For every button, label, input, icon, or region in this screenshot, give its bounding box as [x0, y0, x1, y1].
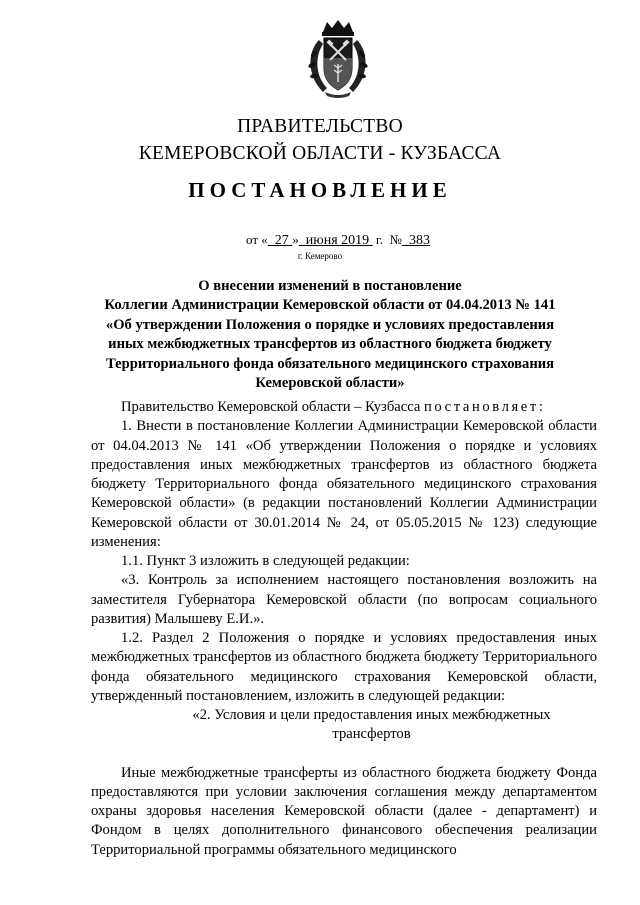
subject-line: Коллегии Администрации Кемеровской области от 04.04.2013 № 141: [104, 297, 556, 314]
subject-line: О внесении изменений в постановление: [198, 278, 462, 294]
subject-line: иных межбюджетных трансфертов из областного бюджета бюджету: [108, 336, 552, 353]
document-body: [91, 398, 597, 860]
document-type-title: ПОСТАНОВЛЕНИЕ: [188, 178, 452, 202]
date-suffix: г.: [375, 232, 384, 247]
date-month-year: июня 2019: [305, 233, 370, 248]
number-label: №: [389, 232, 402, 247]
paragraph-1: 1. Внести в постановление Коллегии Администрации Кемеровской области от 04.04.2013 № 141 «Об утверждении Положения о порядке и условиях предоставления иных межбюджетных трансфертов из областного бюджета бюджету Территориального фонда обязательного медицинского страхования Кемеровской области» (в редакции постановлений Коллегии Администрации Кемеровской области от 30.01.2014 № 24, от 05.05.2015 № 123) следующие изменения:: [91, 418, 597, 550]
paragraph-1-1-quote: «3. Контроль за исполнением настоящего постановления возложить на заместителя Губернатора Кемеровской области (по вопросам социального развития) Малышеву Е.И.».: [91, 572, 597, 627]
government-title: ПРАВИТЕЛЬСТВО: [237, 116, 403, 137]
document-number: 383: [408, 233, 430, 248]
intro-resolves: постановляет:: [424, 399, 546, 415]
date-prefix: от «: [246, 232, 268, 247]
section-title-line: трансфертов: [332, 726, 411, 743]
subject-line: Кемеровской области»: [255, 375, 405, 392]
coat-of-arms-icon: [303, 18, 373, 100]
section-title-line: «2. Условия и цели предоставления иных межбюджетных: [192, 707, 551, 723]
document-city: г. Кемерово: [297, 251, 343, 261]
document-date-line: [246, 232, 430, 249]
subject-line: «Об утверждении Положения о порядке и условиях предоставления: [105, 316, 555, 333]
document-subject: [80, 277, 580, 393]
paragraph-1-2: 1.2. Раздел 2 Положения о порядке и условиях предоставления иных межбюджетных трансфертов из областного бюджета бюджету Территориального фонда обязательного медицинского страхования Кемеровской области, утвержденный постановлением, изложить в следующей редакции:: [91, 630, 597, 704]
paragraph-final: Иные межбюджетные трансферты из областного бюджета бюджету Фонда предоставляются при условии заключения соглашения между департаментом охраны здоровья населения Кемеровской области (далее - департамент) и Фондом в целях дополнительного финансового обеспечения реализации Территориальной программы обязательного медицинского: [91, 764, 597, 858]
date-day: 27: [274, 233, 289, 248]
subject-line: Территориального фонда обязательного медицинского страхования: [105, 355, 555, 372]
government-region: КЕМЕРОВСКОЙ ОБЛАСТИ - КУЗБАССА: [138, 143, 502, 164]
paragraph-1-1: 1.1. Пункт 3 изложить в следующей редакции:: [121, 553, 410, 569]
date-mid: »: [292, 232, 299, 247]
spacer: [91, 745, 597, 764]
intro-paragraph: Правительство Кемеровской области – Кузбасса постановляет:: [121, 399, 546, 415]
